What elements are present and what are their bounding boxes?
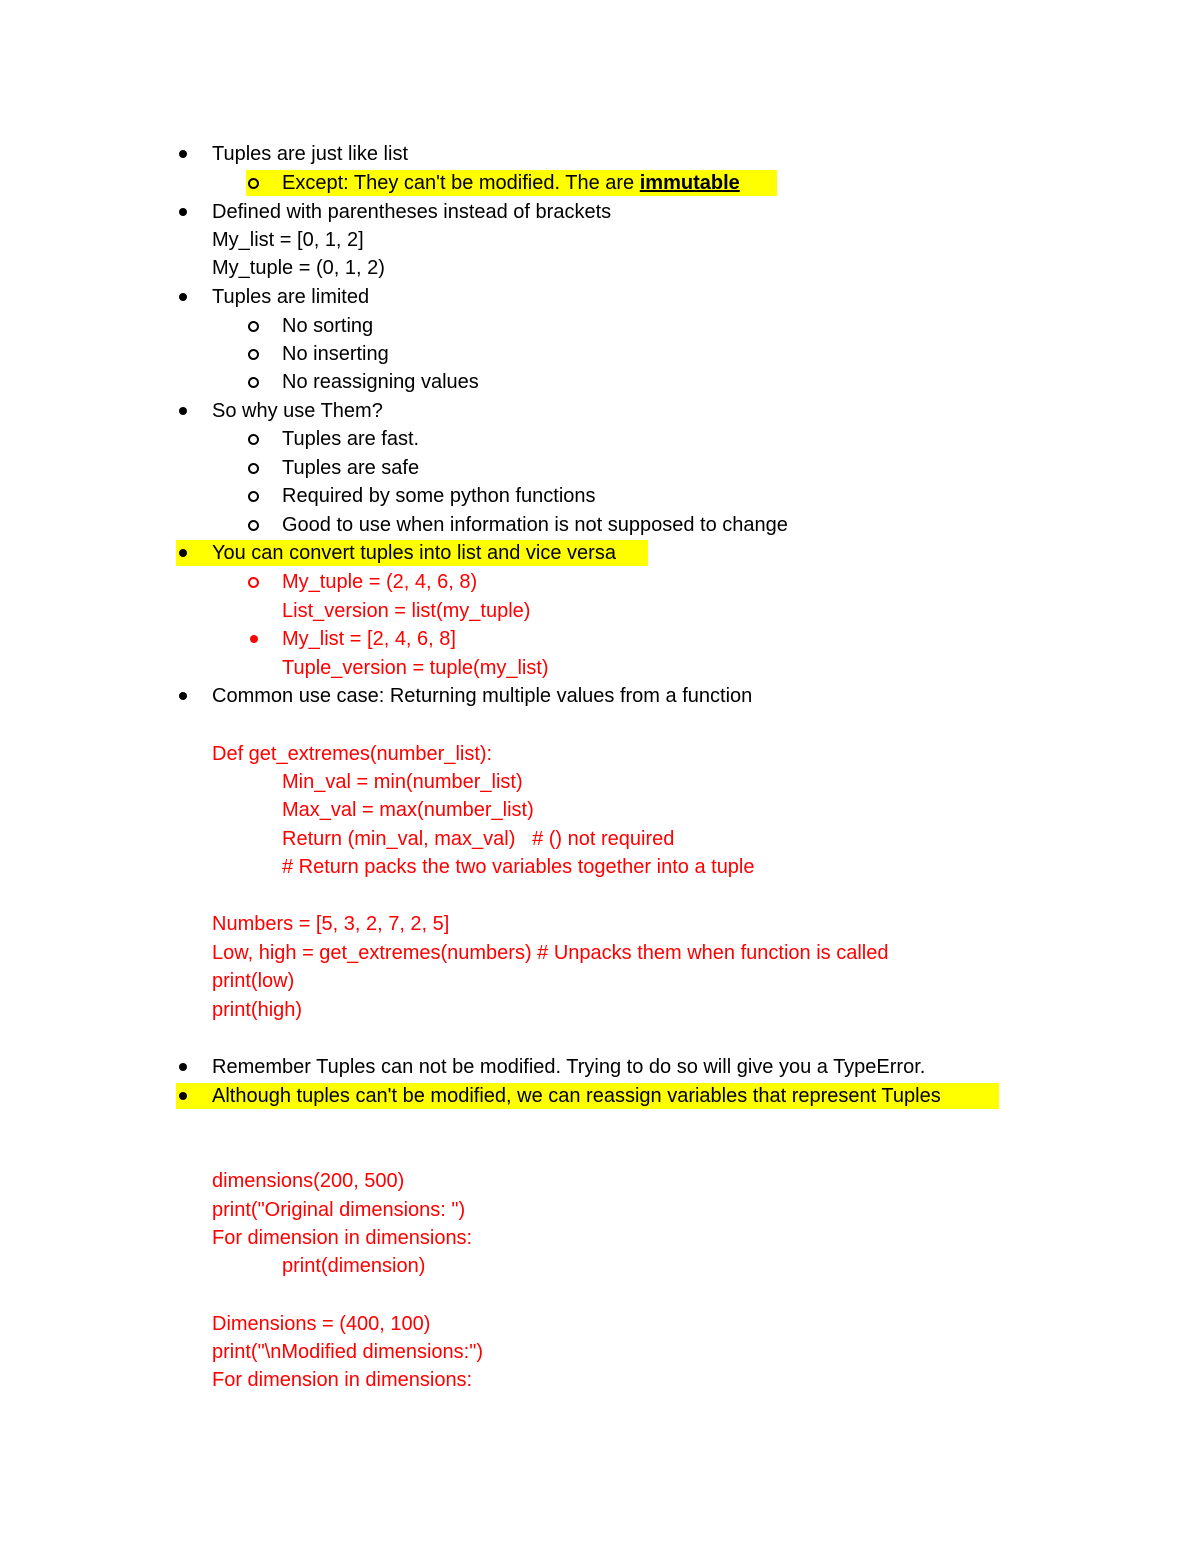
item-text: You can convert tuples into list and vice versa xyxy=(212,542,616,564)
item-text: Remember Tuples can not be modified. Trying to do so will give you a TypeError. xyxy=(212,1056,926,1078)
code-text: For dimension in dimensions: xyxy=(212,1369,473,1391)
code-text: # Return packs the two variables together into a tuple xyxy=(282,856,755,878)
code-text: Tuple_version = tuple(my_list) xyxy=(282,657,549,679)
bullet-circle-icon xyxy=(248,520,259,531)
bullet-circle-icon xyxy=(248,377,259,388)
bullet-dot-icon xyxy=(179,1092,187,1100)
bullet-circle-icon xyxy=(248,349,259,360)
code-text: Numbers = [5, 3, 2, 7, 2, 5] xyxy=(212,913,450,935)
bullet-dot-icon xyxy=(179,692,187,700)
emphasis-immutable: immutable xyxy=(639,172,740,194)
item-text: No sorting xyxy=(282,315,374,337)
item-text xyxy=(282,169,740,197)
bullet-dot-icon xyxy=(179,1063,187,1071)
bullet-dot-icon xyxy=(179,549,187,557)
bullet-dot-icon xyxy=(179,208,187,216)
code-text: Min_val = min(number_list) xyxy=(282,771,523,793)
code-text: My_list = [2, 4, 6, 8] xyxy=(282,628,456,650)
bullet-circle-icon xyxy=(248,321,259,332)
item-text: So why use Them? xyxy=(212,400,383,422)
code-text: print(dimension) xyxy=(282,1255,426,1277)
item-text: My_list = [0, 1, 2] xyxy=(212,229,364,251)
code-text: For dimension in dimensions: xyxy=(212,1227,473,1249)
bullet-circle-icon xyxy=(248,434,259,445)
item-text: Required by some python functions xyxy=(282,485,596,507)
code-text: Return (min_val, max_val) # () not required xyxy=(282,828,675,850)
item-text: Common use case: Returning multiple values from a function xyxy=(212,685,753,707)
bullet-dot-icon xyxy=(179,150,187,158)
code-text: List_version = list(my_tuple) xyxy=(282,600,531,622)
bullet-dot-icon xyxy=(179,293,187,301)
code-text: dimensions(200, 500) xyxy=(212,1170,405,1192)
bullet-circle-icon xyxy=(248,577,259,588)
code-text: Dimensions = (400, 100) xyxy=(212,1313,431,1335)
item-text: Defined with parentheses instead of brackets xyxy=(212,201,612,223)
code-text: Def get_extremes(number_list): xyxy=(212,743,493,765)
code-text: print("Original dimensions: ") xyxy=(212,1199,466,1221)
code-text: print(low) xyxy=(212,970,295,992)
bullet-circle-icon xyxy=(248,178,259,189)
item-text: Tuples are limited xyxy=(212,286,370,308)
code-text: print(high) xyxy=(212,999,303,1021)
item-text: Good to use when information is not supposed to change xyxy=(282,514,788,536)
item-text: Tuples are safe xyxy=(282,457,420,479)
bullet-dot-icon xyxy=(179,407,187,415)
code-text: My_tuple = (2, 4, 6, 8) xyxy=(282,571,478,593)
bullet-circle-icon xyxy=(248,463,259,474)
item-text-part: Except: They can't be modified. The are xyxy=(282,172,640,194)
item-text: Tuples are fast. xyxy=(282,428,420,450)
bullet-dot-icon xyxy=(250,635,258,643)
item-text: Tuples are just like list xyxy=(212,143,408,165)
code-text: Max_val = max(number_list) xyxy=(282,799,534,821)
item-text: No inserting xyxy=(282,343,389,365)
code-text: Low, high = get_extremes(numbers) # Unpacks them when function is called xyxy=(212,942,889,964)
item-text: Although tuples can't be modified, we can reassign variables that represent Tuples xyxy=(212,1085,941,1107)
code-text: print("\nModified dimensions:") xyxy=(212,1341,483,1363)
item-text: My_tuple = (0, 1, 2) xyxy=(212,257,385,279)
bullet-circle-icon xyxy=(248,491,259,502)
item-text: No reassigning values xyxy=(282,371,479,393)
